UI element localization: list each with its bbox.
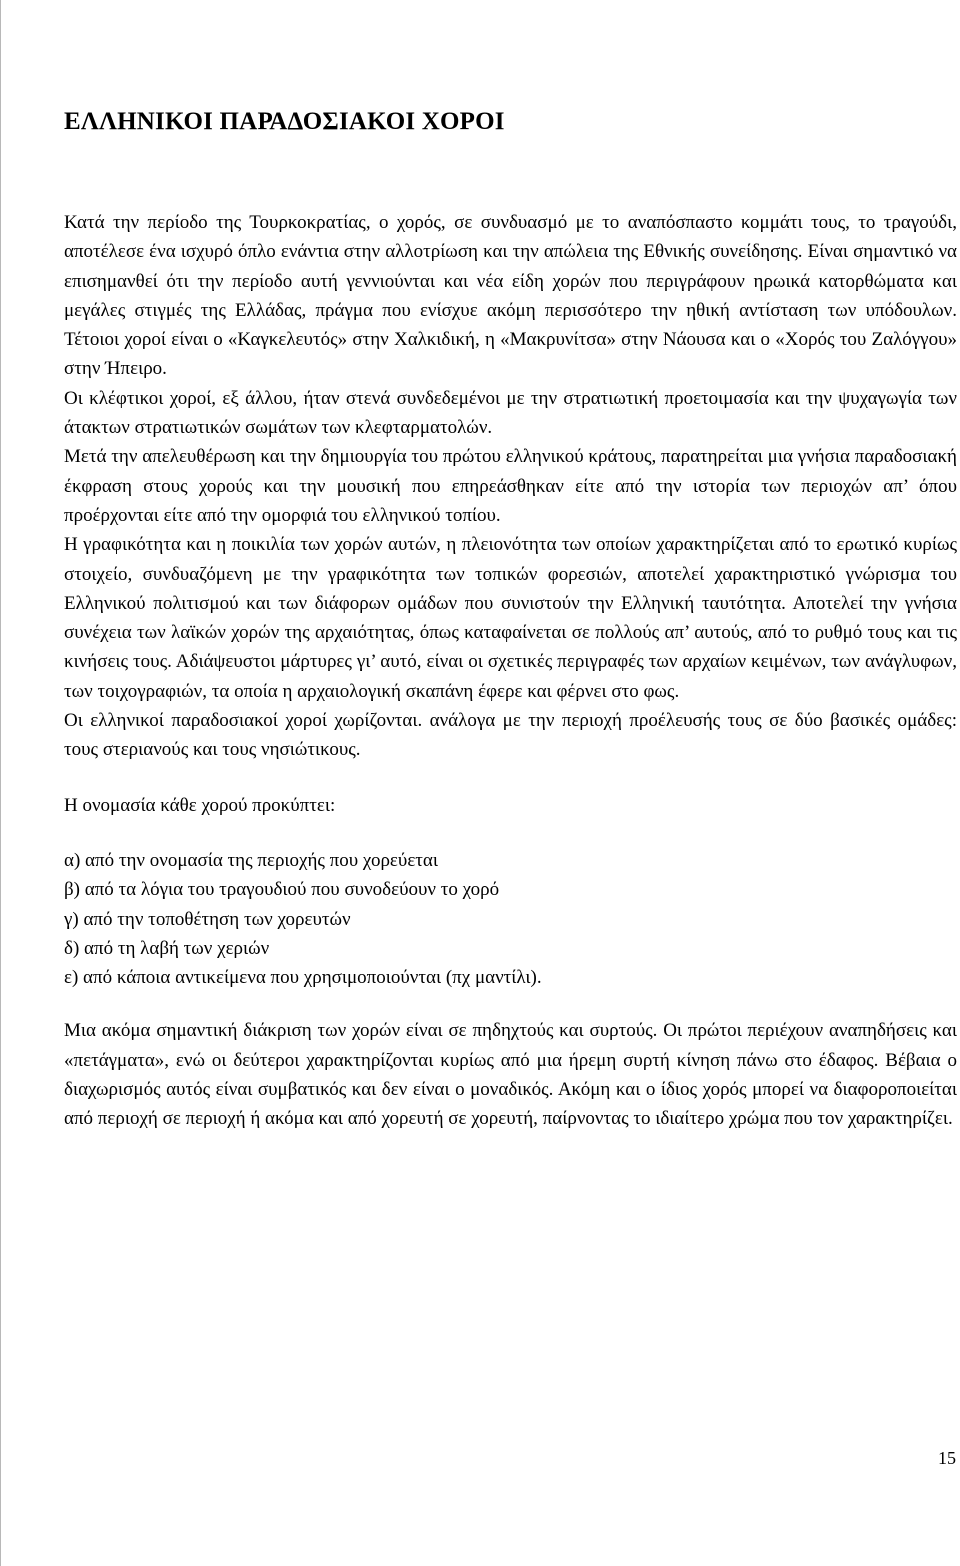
- naming-list: [64, 846, 957, 992]
- spacer: [64, 765, 957, 791]
- list-item: ε) από κάποια αντικείμενα που χρησιμοποιούνται (πχ μαντίλι).: [64, 967, 542, 989]
- spacer: [64, 992, 957, 1016]
- paragraph-kleftikoi: Οι κλέφτικοι χοροί, εξ άλλου, ήταν στενά συνδεδεμένοι με την στρατιωτική προετοιμασία και την ψυχαγωγία των άτακτων στρατιωτικών σωμάτων των κλεφταρματολών.: [64, 387, 957, 439]
- paragraph-tourkokratia: Κατά την περίοδο της Τουρκοκρατίας, ο χορός, σε συνδυασμό με το αναπόσπαστο κομμάτι τους, το τραγούδι, αποτέλεσε ένα ισχυρό όπλο ενάντια στην αλλοτρίωση και την απώλεια της Εθνικής συνείδησης. Είναι σημαντικό να επισημανθεί ότι την περίοδο αυτή γεννιούνται και νέα είδη χορών που περιγράφουν ηρωικά κατορθώματα και μεγάλες στιγμές της Ελλάδας, πράγμα που ενίσχυε ακόμη περισσότερο την ηθική αντίσταση των υπόδουλων. Τέτοιοι χοροί είναι ο «Καγκελευτός» στην Χαλκιδική, η «Μακρυνίτσα» στην Νάουσα και ο «Χορός του Ζαλόγγου» στην Ήπειρο.: [64, 212, 957, 380]
- paragraph-pidiktoi-syrtoi: Μια ακόμα σημαντική διάκριση των χορών είναι σε πηδηχτούς και συρτούς. Οι πρώτοι περιέχουν αναπηδήσεις και «πετάγματα», ενώ οι δεύτεροι χαρακτηρίζονται κυρίως από μια ήρεμη συρτή κίνηση πάνω στο έδαφος. Βέβαια ο διαχωρισμός αυτός είναι συμβατικός και δεν είναι ο μοναδικός. Ακόμη και ο ίδιος χορός μπορεί να διαφοροποιείται από περιοχή σε περιοχή ή ακόμα και από χορευτή σε χορευτή, παίρνοντας το ιδιαίτερο χρώμα που τον χαρακτηρίζει.: [64, 1020, 957, 1130]
- page-number: 15: [938, 1448, 956, 1468]
- list-item: α) από την ονομασία της περιοχής που χορεύεται: [64, 849, 438, 871]
- list-item: γ) από την τοποθέτηση των χορευτών: [64, 908, 351, 930]
- spacer: [64, 820, 957, 846]
- paragraph-apeleftherosi: Μετά την απελευθέρωση και την δημιουργία του πρώτου ελληνικού κράτους, παρατηρείται μια γνήσια παραδοσιακή έκφραση στους χορούς και την μουσική που επηρεάσθηκαν είτε από την ιστορία των περιοχών απ’ όπου προέρχονται είτε από την ομορφιά του ελληνικού τοπίου.: [64, 446, 957, 526]
- paragraph-grafikotita: Η γραφικότητα και η ποικιλία των χορών αυτών, η πλειονότητα των οποίων χαρακτηρίζεται από το ερωτικό κυρίως στοιχείο, συνδυαζόμενη με την γραφικότητα των τοπικών φορεσιών, αποτελεί χαρακτηριστικό γνώρισμα του Ελληνικού πολιτισμού και των διάφορων ομάδων που συνιστούν την Ελληνική ταυτότητα. Αποτελεί την γνήσια συνέχεια των λαϊκών χορών της αρχαιότητας, όπως καταφαίνεται σε πολλούς απ’ αυτούς, από το ρυθμό τους και τις κινήσεις τους. Αδιάψευστοι μάρτυρες γι’ αυτό, είναι οι σχετικές περιγραφές των αρχαίων κειμένων, των ανάγλυφων, των τοιχογραφιών, τα οποία η αρχαιολογική σκαπάνη έφερε και φέρνει στο φως.: [64, 534, 957, 702]
- list-item: β) από τα λόγια του τραγουδιού που συνοδεύουν το χορό: [64, 879, 500, 901]
- naming-intro: Η ονομασία κάθε χορού προκύπτει:: [64, 794, 336, 816]
- paragraph-katigories: Οι ελληνικοί παραδοσιακοί χοροί χωρίζονται. ανάλογα με την περιοχή προέλευσής τους σε δύο βασικές ομάδες: τους στεριανούς και τους νησιώτικους.: [64, 710, 957, 761]
- list-item: δ) από τη λαβή των χεριών: [64, 937, 270, 959]
- document-body: [64, 208, 957, 1134]
- page-title: ΕΛΛΗΝΙΚΟΙ ΠΑΡΑΔΟΣΙΑΚΟΙ ΧΟΡΟΙ: [64, 108, 505, 135]
